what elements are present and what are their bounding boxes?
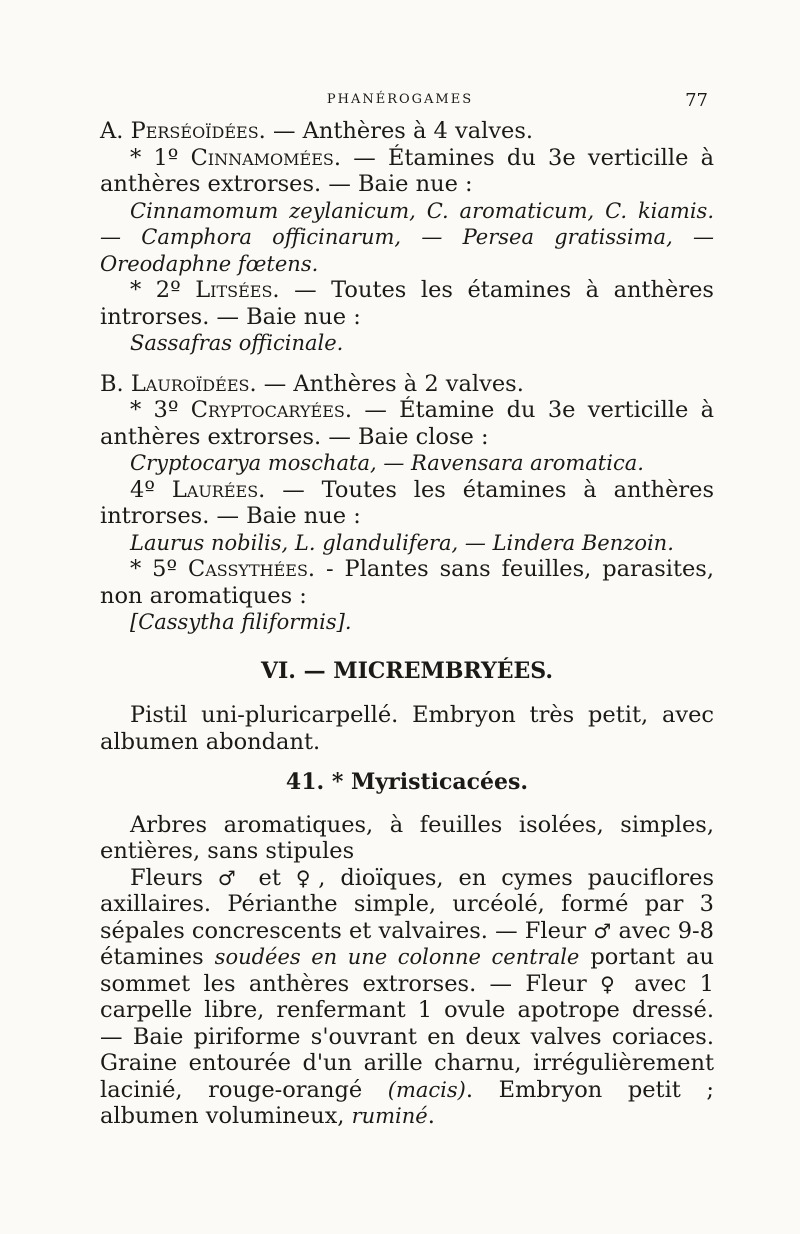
tribe-laurees — [100, 477, 714, 530]
female-symbol-icon: ♀ — [600, 971, 621, 996]
tribe-litsees — [100, 277, 714, 330]
italic-run: ruminé — [351, 1104, 428, 1128]
subfamily-description: — Anthères à 2 valves. — [263, 370, 524, 397]
text-run: . — [427, 1103, 435, 1129]
tribe-marker: 4º — [130, 476, 155, 503]
italic-run: (macis) — [387, 1077, 466, 1102]
text-run: et — [258, 864, 281, 891]
subfamily-perseoidees — [100, 118, 714, 145]
subfamily-lauroidees — [100, 371, 714, 398]
spacer — [100, 357, 714, 371]
tribe-title: Cassythées. — [188, 556, 316, 582]
species-list: Sassafras officinale. — [130, 331, 344, 355]
page-body — [100, 118, 714, 1130]
species-list: [Cassytha filiformis]. — [130, 610, 352, 634]
species-list: Laurus nobilis, L. glandulifera, — Lindera Benzoin. — [130, 530, 674, 555]
tribe-text: - Plantes sans feuilles, parasites, non aromatiques : — [100, 556, 714, 609]
text-run: , dioïques, en cymes pauciflores axillaires. Périanthe simple, urcéolé, formé par 3 sépales concrescents et valvaires. — Fleur — [100, 864, 714, 944]
tribe-title: Laurées. — [171, 476, 266, 503]
tribe-marker: * 3º — [130, 397, 179, 423]
tribe-title: Litsées. — [195, 277, 280, 303]
tribe-text: — Étamine du 3e verticille à anthères extrorses. — Baie close : — [100, 397, 714, 450]
running-title: PHANÉROGAMES — [326, 92, 474, 107]
family-paragraph-2 — [100, 865, 714, 1130]
family-heading: 41. * Myristicacées. — [285, 769, 529, 795]
text-run: . Embryon petit ; albumen volumineux, — [100, 1076, 714, 1129]
tribe-text: — Étamines du 3e verticille à anthères extrorses. — Baie nue : — [100, 144, 715, 197]
subfamily-title: Lauroïdées. — [130, 370, 257, 397]
subfamily-description: — Anthères à 4 valves. — [272, 118, 534, 144]
family-paragraph-1: Arbres aromatiques, à feuilles isolées, simples, entières, sans stipules — [100, 811, 714, 864]
tribe-marker: * 1º — [130, 144, 179, 171]
female-symbol-icon: ♀ — [295, 865, 319, 890]
subfamily-title: Perséoïdées. — [130, 118, 266, 144]
male-symbol-icon: ♂ — [217, 865, 244, 890]
tribe-cryptocaryees — [100, 397, 714, 450]
text-run: portant au sommet les anthères extrorses. — Fleur — [100, 944, 714, 997]
group-letter: B. — [100, 370, 124, 397]
page-header — [0, 90, 800, 114]
species-list: Cryptocarya moschata, — Ravensara aromatica. — [130, 451, 644, 475]
tribe-title: Cryptocaryées. — [190, 397, 353, 423]
tribe-cinnamomees — [100, 145, 714, 198]
tribe-text: — Toutes les étamines à anthères introrses. — Baie nue : — [100, 277, 714, 330]
page-number: 77 — [685, 90, 708, 111]
tribe-marker: * 5º — [130, 556, 178, 582]
tribe-cassythees — [100, 556, 714, 609]
male-symbol-icon: ♂ — [593, 918, 612, 943]
tribe-title: Cinnamomées. — [190, 144, 342, 171]
text-run: avec 9-8 étamines — [100, 917, 714, 970]
section-description: Pistil uni-pluricarpellé. Embryon très petit, avec albumen abondant. — [100, 702, 714, 755]
tribe-text: — Toutes les étamines à anthères introrses. — Baie nue : — [100, 476, 715, 529]
species-list: Cinnamomum zeylanicum, C. aromaticum, C. kiamis.— Camphora officinarum, — Persea gratissima, — Oreodaphne fœtens. — [100, 198, 714, 276]
italic-run: soudées en une colonne centrale — [214, 945, 580, 969]
section-heading: VI. — MICREMBRYÉES. — [260, 657, 554, 684]
group-letter: A. — [100, 118, 124, 144]
text-run: Fleurs — [130, 864, 203, 891]
tribe-marker: * 2º — [130, 277, 181, 303]
text-run: avec 1 carpelle libre, renfermant 1 ovule apotrope dressé. — Baie piriforme s'ouvrant en deux valves coriaces. Graine entourée d'un arille charnu, irrégulièrement lacinié, rouge-orangé — [100, 970, 714, 1103]
